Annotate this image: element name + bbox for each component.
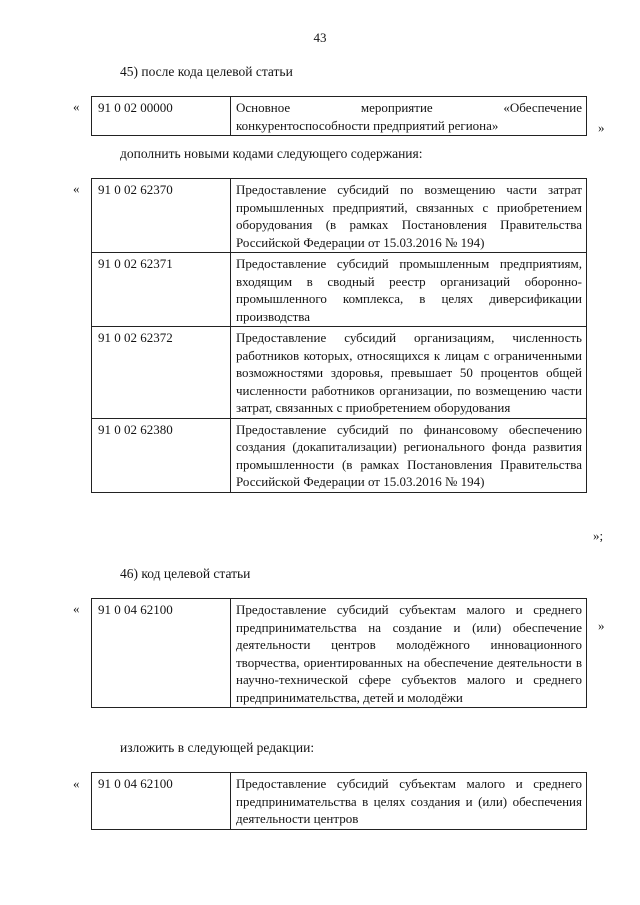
continued-table-clip: [91, 772, 587, 832]
close-quote: »: [598, 120, 605, 135]
code-cell: 91 0 02 62372: [92, 327, 231, 419]
original-code-table-46: [91, 598, 587, 708]
table-row: [92, 599, 587, 708]
new-codes-table-45: [91, 178, 587, 493]
code-cell: 91 0 04 62100: [92, 773, 231, 830]
description-cell: Предоставление субсидий субъектам малого и среднего предпринимательства в целях создания и (или) обеспечения деятельности центров: [231, 773, 587, 830]
code-cell: 91 0 04 62100: [92, 599, 231, 708]
code-cell: 91 0 02 62380: [92, 418, 231, 492]
table-row: [92, 418, 587, 492]
open-quote: «: [73, 181, 80, 196]
open-quote: «: [73, 99, 80, 114]
table-row: [92, 97, 587, 136]
new-code-table-46: [91, 772, 587, 830]
open-quote: «: [73, 776, 80, 791]
table-row: [92, 773, 587, 830]
original-code-table-45: [91, 96, 587, 136]
item-45-heading: 45) после кода целевой статьи: [120, 64, 293, 79]
close-quote: »: [598, 618, 605, 633]
description-cell: Предоставление субсидий по возмещению части затрат промышленных предприятий, связанных с приобретением оборудования (в рамках Постановления Правительства Российской Федерации от 15.03.2016 № 194): [231, 179, 587, 253]
description-cell: Основное мероприятие «Обеспечение конкурентоспособности предприятий региона»: [231, 97, 587, 136]
item-45-instruction: дополнить новыми кодами следующего содержания:: [120, 146, 423, 161]
open-quote: «: [73, 601, 80, 616]
item-46-instruction: изложить в следующей редакции:: [120, 740, 315, 755]
description-cell: Предоставление субсидий по финансовому обеспечению создания (докапитализации) регионального фонда развития промышленности (в рамках Постановления Правительства Российской Федерации от 15.03.2016 № 194): [231, 418, 587, 492]
code-cell: 91 0 02 62370: [92, 179, 231, 253]
code-cell: 91 0 02 00000: [92, 97, 231, 136]
table-row: [92, 179, 587, 253]
description-cell: Предоставление субсидий организациям, численность работников которых, относящихся к лицам с ограниченными возможностями здоровья, превышает 50 процентов общей численности работников организации, по возмещению части затрат, связанных с приобретением оборудования: [231, 327, 587, 419]
description-cell: Предоставление субсидий субъектам малого и среднего предпринимательства на создание и (или) обеспечение деятельности центров молодёжного инновационного творчества, ориентированных на обеспечение деятельности в научно-технической сфере субъектов малого и среднего предпринимательства, детей и молодёжи: [231, 599, 587, 708]
close-quote-semicolon: »;: [593, 528, 604, 543]
table-row: [92, 253, 587, 327]
item-46-heading: 46) код целевой статьи: [120, 566, 251, 581]
page-number: 43: [313, 30, 327, 45]
code-cell: 91 0 02 62371: [92, 253, 231, 327]
description-cell: Предоставление субсидий промышленным предприятиям, входящим в сводный реестр организаций оборонно-промышленного комплекса, в целях диверсификации производства: [231, 253, 587, 327]
table-row: [92, 327, 587, 419]
